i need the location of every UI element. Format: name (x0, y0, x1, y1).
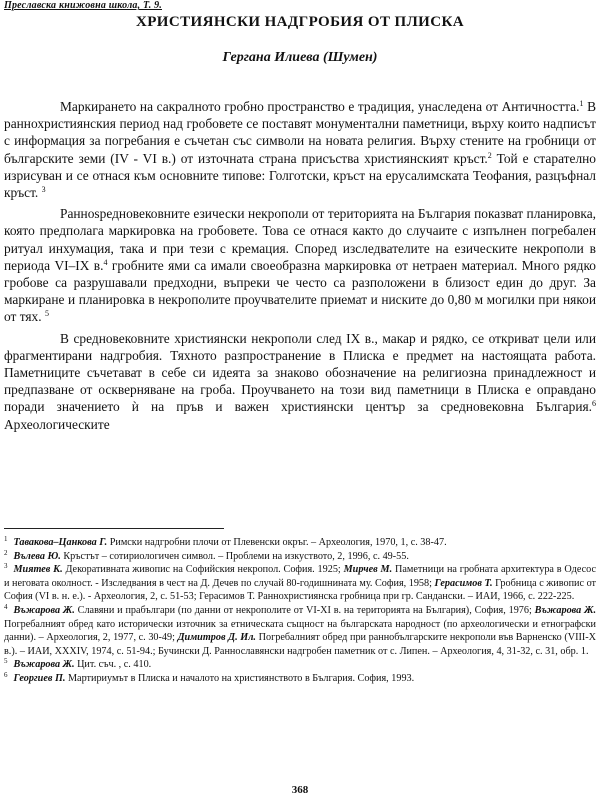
footnote-text: Гробница с живопис от София (VI в. н. е.). - Археология, 2, с. 51-53; Герасимов Т. Раннохристиянска гробница при гр. Сандански. – ИАИ, 1966, с. 222-225. (4, 577, 596, 603)
article-title: ХРИСТИЯНСКИ НАДГРОБИЯ ОТ ПЛИСКА (136, 14, 464, 30)
body-text (4, 98, 596, 433)
footnote-author: Тавакова–Цанкова Г. (13, 537, 108, 548)
article-author: Гергана Илиева (Шумен) (222, 50, 378, 65)
footnote-text: Декоративната живопис на Софийския некропол. София. 1925; (62, 564, 344, 576)
paragraph-2 (4, 205, 596, 325)
footnote-text: Славяни и прабългари (по данни от некрополите от VI-XI в. на територията на България), София, 1976; (74, 604, 535, 616)
footnote-number: 1 (4, 535, 8, 543)
footnote-text: Римски надгробни плочи от Плевенски окръг. – Археология, 1970, 1, с. 38-47. (107, 537, 447, 548)
paragraph-text: Раннosредновековните езически некрополи от територията на България показват планировка, която предполага маркировка на гробовете. Това се отнася както до случаите с изпълнен погребален ритуал инхумация, така и при тези с кремация. Според изследвателите на езическите некрополи в периода VI–IX в. (4, 206, 596, 273)
footnote-text: Паметници на гробната архитектура в Одесос и неговата околност. - Изследвания в чест на Д. Дечев по случай 80-годишнината му. София, 1958; (4, 564, 596, 589)
paragraph-text: В средновековните християнски некрополи след IX в., макар и рядко, се откриват цели или фрагментирани надгробия. Тяхното разпространение в Плиска е предмет на настоящата работа. Паметниците съчетават в себе си идеята за знаково обозначение на религиозна принадлежност и предпазване от оскверняване на гроба. Проучването на този вид паметници в Плиска е оправдано поради значението ѝ на пръв и важен християнски център за средновековна България. (4, 330, 596, 415)
footnote-text: Цит. съч. , с. 410. (74, 659, 152, 671)
footnote-author: Георгиев П. (13, 672, 66, 684)
paragraph-3 (4, 330, 596, 433)
paragraph-1 (4, 98, 596, 201)
paragraph-text: Археологическите (4, 416, 110, 432)
footnote-5 (4, 658, 596, 672)
paragraph-text: В раннохристиянския период над гробовете се поставят монументални паметници, върху които надписът с информация за погребания е съчетан със символи на новата религия. Върху стените на гробници от българските земи (IV - VI в.) от източната страна присъства християнският кръст. (4, 99, 597, 166)
footnote-ref-6: 6 (592, 399, 596, 409)
footnote-2 (4, 550, 596, 564)
footnote-separator (4, 528, 224, 529)
footnote-4 (4, 604, 596, 658)
footnote-text: Кръстът – сотириологичен символ. – Проблеми на изкуството, 2, 1996, с. 49-55. (60, 550, 409, 562)
paragraph-text: гробните ями са имали своеобразна маркировка от нетраен материал. Много рядко гробове са разрушавали предходни, въпреки че често са разположени в близост един до друг. За маркиране и планировка в некрополите проучвателите приемат и ниските до 0,80 м могилки при някои от тях. (4, 257, 596, 325)
footnote-text: Погребалният обред като исторически източник за етническата същност на българската народност (по археологически и етнографски данни). – Археология, 2, 1977, с. 30-49; (4, 618, 596, 644)
footnote-author: Герасимов Т. (434, 577, 493, 589)
footnote-number: 6 (4, 670, 8, 679)
footnotes (4, 536, 596, 686)
footnote-author: Мирчев М. (343, 564, 393, 576)
footnote-number: 4 (4, 602, 8, 611)
running-header: Преславска книжовна школа, Т. 9. (4, 0, 163, 11)
footnote-author: Въжарова Ж. (534, 604, 597, 616)
footnote-ref-2: 2 (487, 150, 492, 160)
footnote-text: Мартириумът в Плиска и началото на християнството в България. София, 1993. (65, 672, 415, 684)
footnote-author: Миятев К. (13, 564, 63, 576)
footnote-3 (4, 563, 596, 604)
footnote-text: Погребалният обред при раннобългарските некрополи във Варненско (VIII-X в.). – ИАИ, XXXIV, 1974, с. 51-94.; Бучински Д. Раннославянски надгробен паметник от с. Липен. – Археология, 4, 31-32, с. 31, обр. 1. (4, 632, 596, 657)
footnote-author: Вълева Ю. (13, 550, 61, 562)
footnote-number: 5 (4, 657, 8, 666)
footnote-ref-4: 4 (103, 257, 108, 267)
footnote-ref-5: 5 (44, 309, 49, 319)
footnote-number: 2 (4, 548, 8, 557)
footnote-ref-3: 3 (41, 185, 46, 195)
footnote-1 (4, 536, 596, 550)
footnote-number: 3 (4, 562, 8, 571)
footnote-author: Въжарова Ж. (13, 604, 75, 616)
paragraph-text: Маркирането на сакралното гробно пространство е традиция, унаследена от Античността. (60, 99, 580, 114)
page-number: 368 (291, 784, 309, 796)
footnote-author: Димитров Д. Ил. (177, 632, 256, 644)
paragraph-text: Той е старателно изрисуван и се отнася към основните типове: Голготски, кръст на ерусалимската Теофания, разцъфнал кръст. (4, 150, 596, 201)
footnote-ref-1: 1 (579, 99, 584, 108)
footnote-author: Въжарова Ж. (13, 659, 75, 671)
footnote-6 (4, 672, 596, 686)
